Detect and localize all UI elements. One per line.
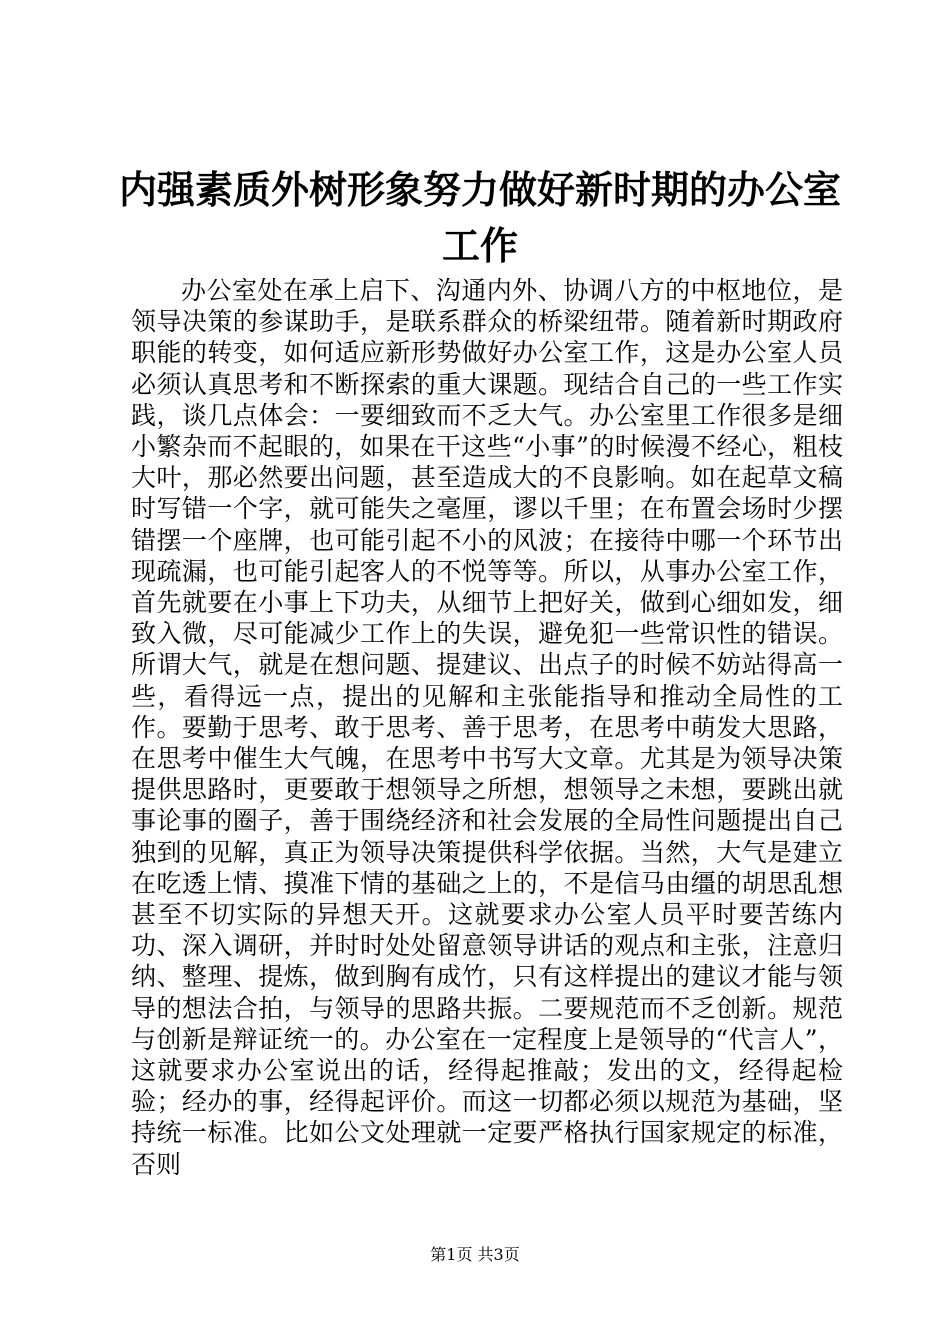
page-number-footer: 第1页 共3页 [430, 1245, 520, 1264]
document-body-paragraph: 办公室处在承上启下、沟通内外、协调八方的中枢地位，是领导决策的参谋助手，是联系群众的桥梁纽带。随着新时期政府职能的转变，如何适应新形势做好办公室工作，这是办公室人员必须认真思考和不断探索的重大课题。现结合自己的一些工作实践，谈几点体会：一要细致而不乏大气。办公室里工作很多是细小繁杂而不起眼的，如果在干这些“小事”的时候漫不经心，粗枝大叶，那必然要出问题，甚至造成大的不良影响。如在起草文稿时写错一个字，就可能失之毫厘，谬以千里；在布置会场时少摆错摆一个座牌，也可能引起不小的风波；在接待中哪一个环节出现疏漏，也可能引起客人的不悦等等。所以，从事办公室工作，首先就要在小事上下功夫，从细节上把好关，做到心细如发，细致入微，尽可能减少工作上的失误，避免犯一些常识性的错误。所谓大气，就是在想问题、提建议、出点子的时候不妨站得高一些，看得远一点，提出的见解和主张能指导和推动全局性的工作。要勤于思考、敢于思考、善于思考，在思考中萌发大思路，在思考中催生大气魄，在思考中书写大文章。尤其是为领导决策提供思路时，更要敢于想领导之所想，想领导之未想，要跳出就事论事的圈子，善于围绕经济和社会发展的全局性问题提出自己独到的见解，真正为领导决策提供科学依据。当然，大气是建立在吃透上情、摸准下情的基础之上的，不是信马由缰的胡思乱想甚至不切实际的异想天开。这就要求办公室人员平时要苦练内功、深入调研，并时时处处留意领导讲话的观点和主张，注意归纳、整理、提炼，做到胸有成竹，只有这样提出的建议才能与领导的想法合拍，与领导的思路共振。二要规范而不乏创新。规范与创新是辩证统一的。办公室在一定程度上是领导的“代言人”，这就要求办公室说出的话，经得起推敲；发出的文，经得起检验；经办的事，经得起评价。而这一切都必须以规范为基础，坚持统一标准。比如公文处理就一定要严格执行国家规定的标准，否则 [131, 276, 843, 1179]
document-title: 内强素质外树形象努力做好新时期的办公室工作 [118, 167, 841, 268]
